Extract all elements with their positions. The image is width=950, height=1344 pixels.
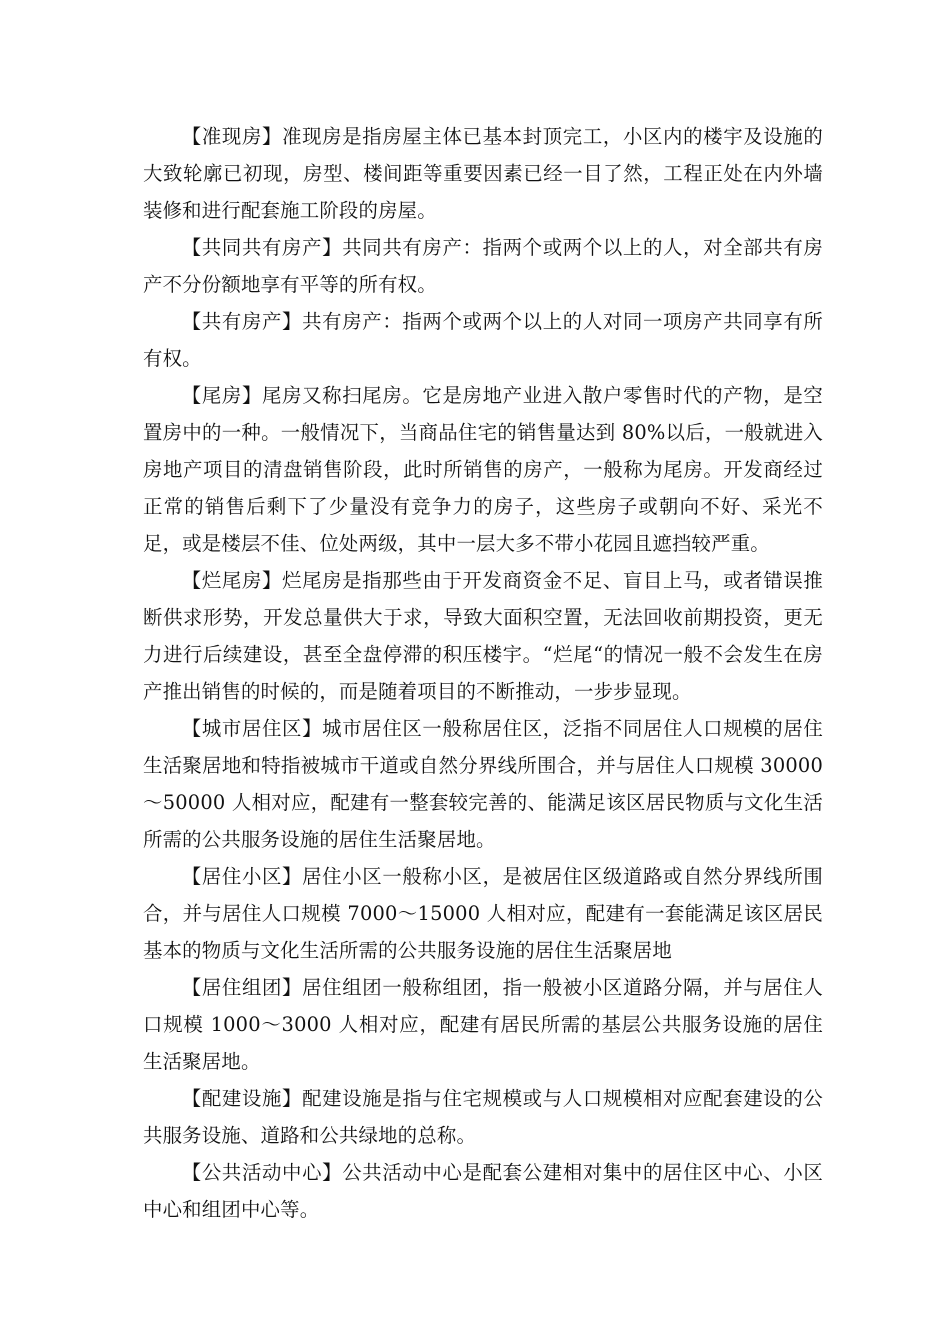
definition-text: 公共活动中心是配套公建相对集中的居住区中心、小区中心和组团中心等。 — [143, 1161, 823, 1221]
definition-text: 准现房是指房屋主体已基本封顶完工，小区内的楼宇及设施的大致轮廓已初现，房型、楼间距等重要因素已经一目了然，工程正处在内外墙装修和进行配套施工阶段的房屋。 — [143, 125, 823, 222]
paragraph-weifang — [143, 377, 823, 562]
term-label: 【公共活动中心】 — [181, 1161, 343, 1184]
paragraph-zhunxianfang — [143, 118, 823, 229]
definition-text: 共有房产：指两个或两个以上的人对同一项房产共同享有所有权。 — [143, 310, 823, 370]
paragraph-chengshi-juzhuqu — [143, 710, 823, 858]
paragraph-lanweifang — [143, 562, 823, 710]
definition-text: 共同共有房产：指两个或两个以上的人，对全部共有房产不分份额地享有平等的所有权。 — [143, 236, 823, 296]
term-label: 【烂尾房】 — [181, 569, 283, 592]
term-label: 【居住组团】 — [181, 976, 303, 999]
definition-text: 尾房又称扫尾房。它是房地产业进入散户零售时代的产物，是空置房中的一种。一般情况下，当商品住宅的销售量达到 80%以后，一般就进入房地产项目的清盘销售阶段，此时所销售的房产，一般称为尾房。开发商经过正常的销售后剩下了少量没有竞争力的房子，这些房子或朝向不好、采光不足，或是楼层不佳、位处两级，其中一层大多不带小花园且遮挡较严重。 — [143, 384, 823, 555]
term-label: 【共同共有房产】 — [181, 236, 343, 259]
paragraph-peijian-sheshi — [143, 1080, 823, 1154]
definition-text: 居住组团一般称组团，指一般被小区道路分隔，并与居住人口规模 1000～3000 人相对应，配建有居民所需的基层公共服务设施的居住生活聚居地。 — [143, 976, 823, 1073]
paragraph-gonggong-huodong-zhongxin — [143, 1154, 823, 1228]
term-label: 【尾房】 — [181, 384, 263, 407]
definition-text: 烂尾房是指那些由于开发商资金不足、盲目上马，或者错误推断供求形势，开发总量供大于求，导致大面积空置，无法回收前期投资，更无力进行后续建设，甚至全盘停滞的积压楼宇。“烂尾“的情况一般不会发生在房产推出销售的时候的，而是随着项目的不断推动，一步步显现。 — [143, 569, 823, 703]
definition-text: 配建设施是指与住宅规模或与人口规模相对应配套建设的公共服务设施、道路和公共绿地的总称。 — [143, 1087, 823, 1147]
term-label: 【共有房产】 — [181, 310, 303, 333]
paragraph-gongyou-fangchan — [143, 303, 823, 377]
term-label: 【配建设施】 — [181, 1087, 303, 1110]
paragraph-gongtong-gongyou-fangchan — [143, 229, 823, 303]
paragraph-juzhu-xiaoqu — [143, 858, 823, 969]
document-body — [143, 118, 823, 1228]
definition-text: 居住小区一般称小区，是被居住区级道路或自然分界线所围合，并与居住人口规模 7000～15000 人相对应，配建有一套能满足该区居民基本的物质与文化生活所需的公共服务设施的居住生活聚居地 — [143, 865, 823, 962]
term-label: 【准现房】 — [181, 125, 283, 148]
term-label: 【城市居住区】 — [181, 717, 323, 740]
paragraph-juzhu-zutuan — [143, 969, 823, 1080]
term-label: 【居住小区】 — [181, 865, 303, 888]
definition-text: 城市居住区一般称居住区，泛指不同居住人口规模的居住生活聚居地和特指被城市干道或自然分界线所围合，并与居住人口规模 30000～50000 人相对应，配建有一整套较完善的、能满足该区居民物质与文化生活所需的公共服务设施的居住生活聚居地。 — [143, 717, 824, 851]
